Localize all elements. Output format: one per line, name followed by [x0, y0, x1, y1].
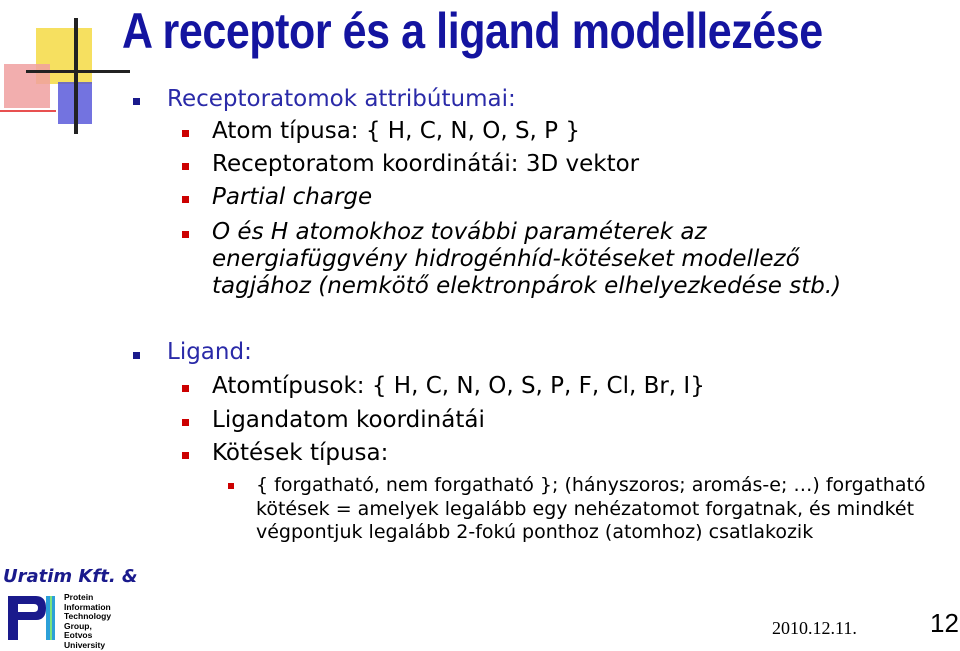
ligand-item: Atomtípusok: { H, C, N, O, S, P, F, Cl, Br, I} — [212, 373, 705, 399]
receptor-item: O és H atomokhoz további paraméterek az — [212, 219, 707, 245]
company-name: Uratim Kft. & — [3, 566, 138, 587]
logo-caption: Protein Information Technology Group, Eotvos University — [64, 592, 112, 650]
bullet-icon — [182, 419, 189, 426]
bullet-icon — [182, 385, 189, 392]
receptor-item: Atom típusa: { H, C, N, O, S, P } — [212, 118, 580, 144]
bullet-icon — [182, 163, 189, 170]
bullet-icon — [182, 231, 189, 238]
receptor-item: Receptoratom koordinátái: 3D vektor — [212, 151, 640, 177]
bullet-icon — [182, 196, 189, 203]
ligand-item: Ligandatom koordinátái — [212, 407, 485, 433]
corner-decoration — [0, 0, 130, 140]
bullet-icon — [133, 98, 140, 105]
ligand-heading: Ligand: — [167, 339, 252, 365]
bullet-icon — [182, 452, 189, 459]
slide-date: 2010.12.11. — [772, 618, 857, 638]
receptor-item: Partial charge — [212, 184, 373, 210]
receptor-heading: Receptoratomok attribútumai: — [167, 86, 516, 112]
ligand-item: Kötések típusa: — [212, 440, 389, 466]
bullet-icon — [228, 483, 234, 489]
receptor-item-continued: tagjához (nemkötő elektronpárok elhelyezkedése stb.) — [212, 273, 842, 299]
page-number: 12 — [930, 608, 959, 638]
receptor-item-continued: energiafüggvény hidrogénhíd-kötéseket modellező — [212, 246, 800, 272]
bullet-icon — [182, 130, 189, 137]
pi-logo — [6, 592, 62, 642]
bullet-icon — [133, 352, 140, 359]
slide-title: A receptor és a ligand modellezése — [122, 3, 823, 59]
bond-detail: { forgatható, nem forgatható }; (hányszoros; aromás-e; …) forgatható kötések = amelyek legalább egy nehézatomot forgatnak, és mindkét végpontjuk legalább 2-fokú ponthoz (atomhoz) csatlakozik — [256, 474, 926, 543]
